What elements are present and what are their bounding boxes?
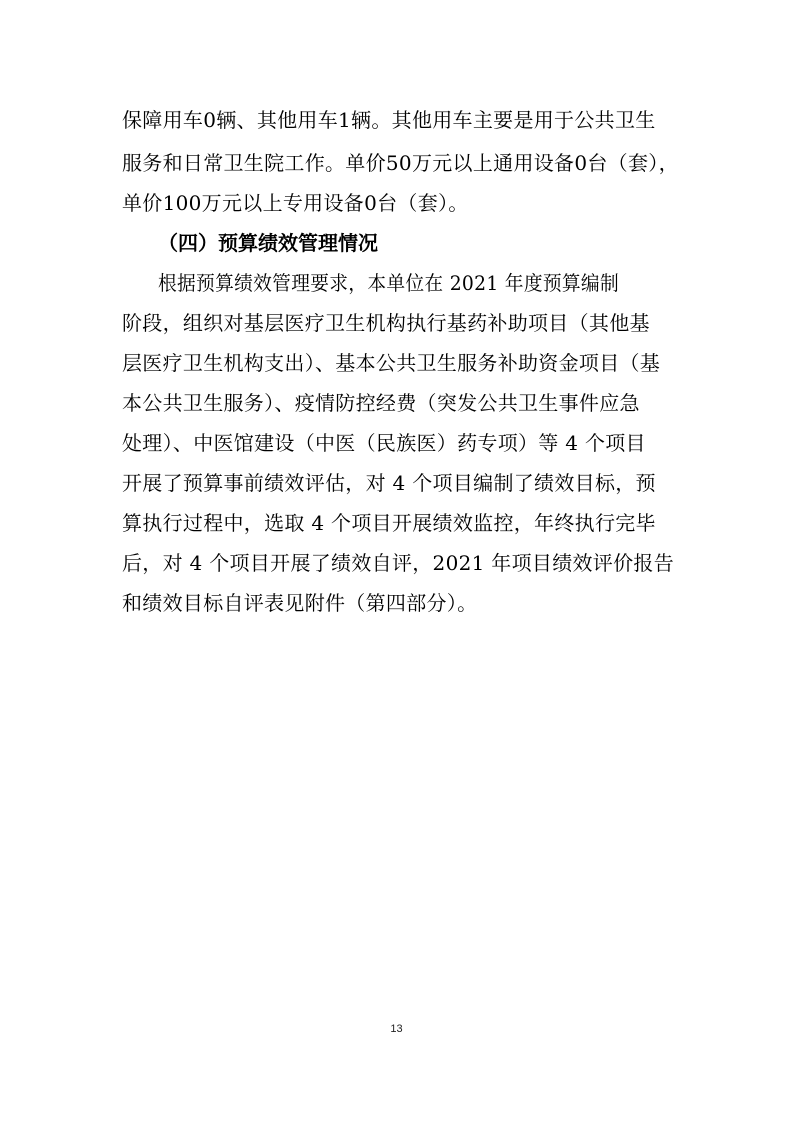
section-heading: （四）预算绩效管理情况 xyxy=(158,231,378,255)
text-line: 开展了预算事前绩效评估，对 4 个项目编制了绩效目标，预 xyxy=(122,471,656,495)
page-number: 13 xyxy=(390,1023,403,1035)
text-line: 和绩效目标自评表见附件（第四部分）。 xyxy=(122,591,478,615)
text-line: 层医疗卫生机构支出）、基本公共卫生服务补助资金项目（基 xyxy=(122,351,661,375)
text-line: 阶段，组织对基层医疗卫生机构执行基药补助项目（其他基 xyxy=(122,311,650,335)
text-line: 算执行过程中，选取 4 个项目开展绩效监控，年终执行完毕 xyxy=(122,511,656,535)
text-line: 单价100万元以上专用设备0台（套）。 xyxy=(122,191,469,215)
text-line: 保障用车0辆、其他用车1辆。其他用车主要是用于公共卫生 xyxy=(122,108,656,132)
text-line: 服务和日常卫生院工作。单价50万元以上通用设备0台（套）， xyxy=(122,151,679,175)
text-line: 根据预算绩效管理要求，本单位在 2021 年度预算编制 xyxy=(158,271,619,295)
text-line: 本公共卫生服务）、疫情防控经费（突发公共卫生事件应急 xyxy=(122,391,640,415)
text-line: 处理）、中医馆建设（中医（民族医）药专项）等 4 个项目 xyxy=(122,431,646,455)
text-line: 后，对 4 个项目开展了绩效自评，2021 年项目绩效评价报告 xyxy=(122,551,674,575)
